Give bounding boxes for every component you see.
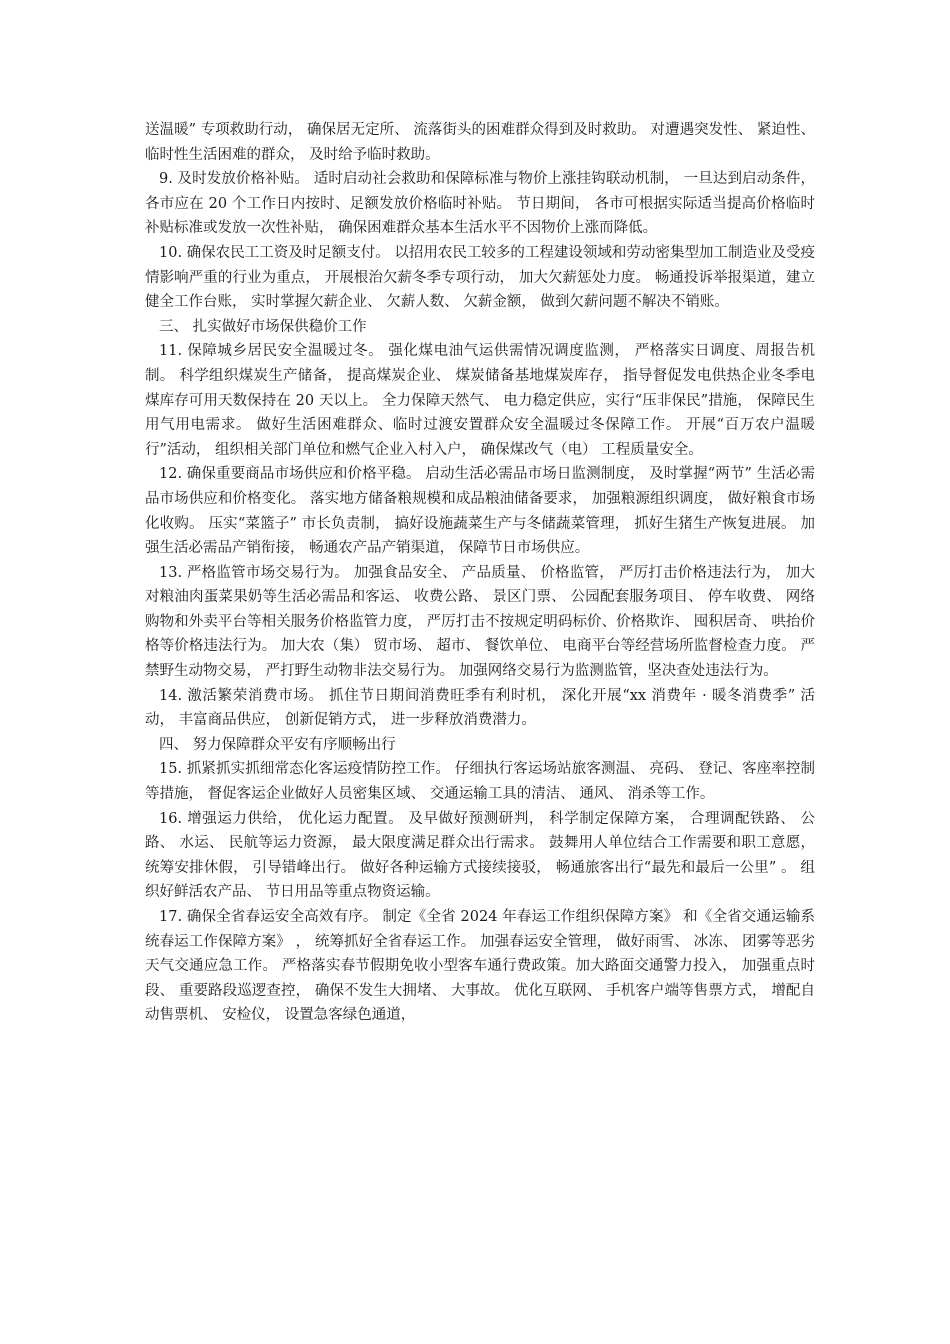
paragraph-item-9: 9. 及时发放价格补贴。 适时启动社会救助和保障标准与物价上涨挂钩联动机制， 一旦达到启动条件， 各市应在 20 个工作日内按时、足额发放价格临时补贴。 节日期间， 各市可根据实际适当提高价格临时补贴标准或发放一次性补贴， 确保困难群众基本生活水平不因物价上涨而降低。 — [145, 171, 815, 237]
paragraph-item-16: 16. 增强运力供给， 优化运力配置。 及早做好预测研判， 科学制定保障方案， 合理调配铁路、 公路、 水运、 民航等运力资源， 最大限度满足群众出行需求。 鼓舞用人单位结合工作需要和职工意愿， 统筹安排休假， 引导错峰出行。 做好各种运输方式接续接驳， 畅通旅客出行“最先和最后一公里” 。 组织好鲜活农产品、 节日用品等重点物资运输。 — [145, 810, 815, 901]
paragraph-item-10: 10. 确保农民工工资及时足额支付。 以招用农民工较多的工程建设领域和劳动密集型加工制造业及受疫情影响严重的行业为重点， 开展根治欠薪冬季专项行动， 加大欠薪惩处力度。 畅通投诉举报渠道，建立健全工作台账， 实时掌握欠薪企业、 欠薪人数、 欠薪金额， 做到欠薪问题不解决不销账。 — [145, 244, 815, 311]
paragraph-item-15: 15. 抓紧抓实抓细常态化客运疫情防控工作。 仔细执行客运场站旅客测温、 亮码、 登记、客座率控制等措施， 督促客运企业做好人员密集区域、 交通运输工具的清洁、 通风、 消杀等工作。 — [145, 761, 815, 803]
paragraph-item-11: 11. 保障城乡居民安全温暖过冬。 强化煤电油气运供需情况调度监测， 严格落实日调度、周报告机制。 科学组织煤炭生产储备， 提高煤炭企业、 煤炭储备基地煤炭库存， 指导督促发电供热企业冬季电煤库存可用天数保持在 20 天以上。 全力保障天然气、 电力稳定供应，实行“压非保民”措施， 保障民生用气用电需求。 做好生活困难群众、临时过渡安置群众安全温暖过冬保障工作。 开展“百万农户温暖行”活动， 组织相关部门单位和燃气企业入村入户， 确保煤改气（电） 工程质量安全。 — [145, 343, 815, 458]
paragraph-item-17: 17. 确保全省春运安全高效有序。 制定《全省 2024 年春运工作组织保障方案》 和《全省交通运输系统春运工作保障方案》 ， 统筹抓好全省春运工作。 加强春运安全管理， 做好雨雪、 冰冻、 团雾等恶劣天气交通应急工作。 严格落实春节假期免收小型客车通行费政策。加大路面交通警力投入， 加强重点时段、 重要路段巡逻查控， 确保不发生大拥堵、 大事故。 优化互联网、 手机客户端等售票方式， 增配自动售票机、 安检仪， 设置急客绿色通道， — [145, 909, 815, 1024]
section-heading-3: 三、 扎实做好市场保供稳价工作 — [159, 318, 367, 335]
paragraph-continuation: 送温暖” 专项救助行动， 确保居无定所、 流落街头的困难群众得到及时救助。 对遭遇突发性、 紧迫性、 临时性生活困难的群众， 及时给予临时救助。 — [145, 122, 815, 163]
paragraph-item-12: 12. 确保重要商品市场供应和价格平稳。 启动生活必需品市场日监测制度， 及时掌握“两节” 生活必需品市场供应和价格变化。 落实地方储备粮规模和成品粮油储备要求， 加强粮源组织调度， 做好粮食市场化收购。 压实“菜篮子” 市长负责制， 搞好设施蔬菜生产与冬储蔬菜管理， 抓好生猪生产恢复进展。 加强生活必需品产销衔接， 畅通农产品产销渠道， 保障节日市场供应。 — [145, 466, 815, 557]
paragraph-item-14: 14. 激活繁荣消费市场。 抓住节日期间消费旺季有利时机， 深化开展“xx 消费年 · 暖冬消费季” 活动， 丰富商品供应， 创新促销方式， 进一步释放消费潜力。 — [145, 687, 815, 729]
section-heading-4: 四、 努力保障群众平安有序顺畅出行 — [159, 736, 396, 753]
paragraph-item-13: 13. 严格监管市场交易行为。 加强食品安全、 产品质量、 价格监管， 严厉打击价格违法行为， 加大对粮油肉蛋菜果奶等生活必需品和客运、 收费公路、 景区门票、 公园配套服务项目、 停车收费、 网络购物和外卖平台等相关服务价格监管力度， 严厉打击不按规定明码标价、价格欺诈、 囤积居奇、 哄抬价格等价格违法行为。 加大农（集） 贸市场、 超市、 餐饮单位、 电商平台等经营场所监督检查力度。 严禁野生动物交易， 严打野生动物非法交易行为。 加强网络交易行为监测监管，坚决查处违法行为。 — [145, 564, 815, 680]
document-page — [145, 118, 815, 1028]
